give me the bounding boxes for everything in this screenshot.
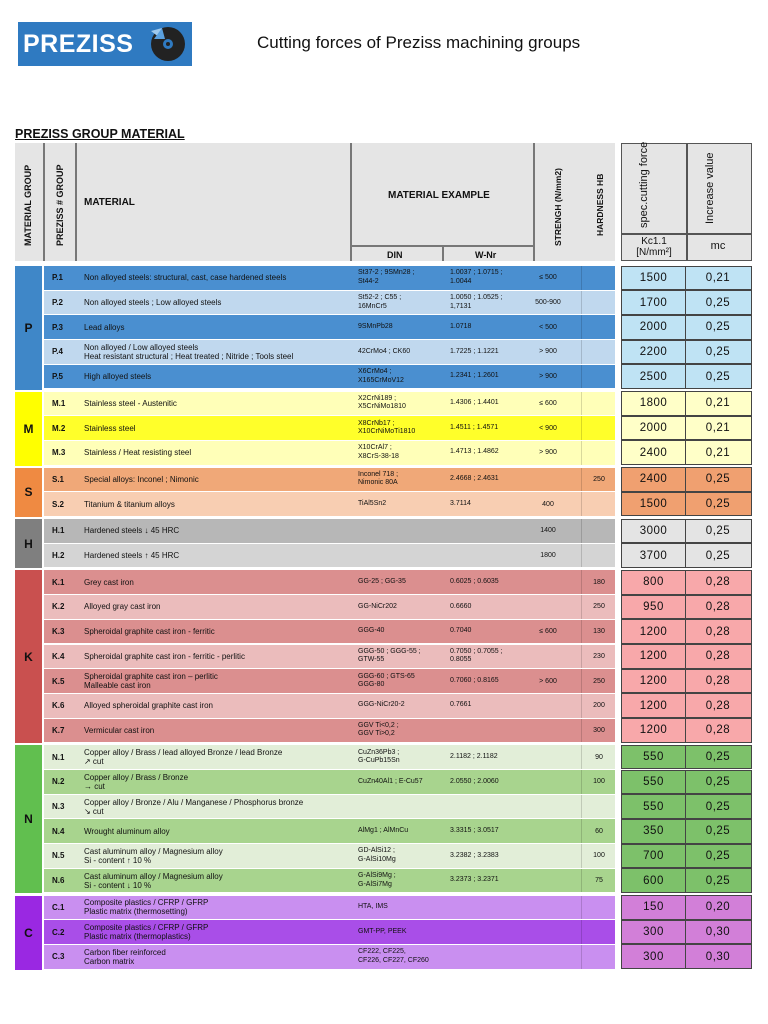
kc-value: 2400 [622,468,686,491]
row-strength: 1800 [540,552,556,560]
table-row [44,896,615,920]
cutting-force-row [621,745,752,770]
material-group-c: C [15,896,42,970]
mc-value: 0,25 [705,775,731,788]
cutting-force-row [621,693,752,718]
hardness-divider [581,694,582,718]
row-material: Special alloys: Inconel ; Nimonic [84,474,199,484]
kc-value: 1200 [622,620,686,643]
hardness-divider [581,896,582,920]
row-code: K.3 [52,627,65,637]
row-code: C.1 [52,902,65,912]
row-strength: ≤ 600 [539,628,557,636]
row-code: P.1 [52,273,63,283]
row-hardness: 250 [593,677,605,685]
table-row [44,844,615,868]
hardness-divider [581,365,582,389]
mc-value: 0,25 [705,524,731,537]
kc-value: 1700 [622,291,686,314]
mc-value: 0,25 [705,825,731,838]
mc-value: 0,28 [705,600,731,613]
hardness-divider [581,468,582,492]
hardness-divider [581,519,582,543]
material-group-h: H [15,519,42,568]
row-din: GG-25 ; GG-35 [358,577,406,585]
row-material: Carbon fiber reinforced Carbon matrix [84,947,166,966]
column-mc-title: Increase value [704,152,716,224]
row-wnr: 1.4713 ; 1.4862 [450,448,499,456]
row-code: H.2 [52,551,65,561]
table-row [44,519,615,543]
mc-value: 0,30 [705,950,731,963]
kc-value: 1200 [622,694,686,717]
column-material: MATERIAL [84,197,135,208]
header-divider [533,143,535,261]
row-wnr: 2.4668 ; 2.4631 [450,475,499,483]
kc-value: 2200 [622,341,686,364]
row-material: Non alloyed steels: structural, cast, case hardened steels [84,273,287,283]
kc-value: 1500 [622,267,686,290]
hardness-divider [581,570,582,594]
row-wnr: 1.4511 ; 1.4571 [450,423,499,431]
kc-value: 350 [622,820,686,843]
row-wnr: 2.0550 ; 2.0060 [450,777,499,785]
hardness-divider [581,595,582,619]
row-din: CuZn36Pb3 ; G-CuPb15Sn [358,748,400,765]
row-wnr: 0.7661 [450,701,472,709]
table-row [44,819,615,843]
cutting-force-row [621,266,752,291]
cutting-force-row [621,492,752,517]
row-hardness: 100 [593,778,605,786]
cutting-force-row [621,770,752,795]
hardness-divider [581,416,582,440]
table-row [44,392,615,416]
row-din: CuZn40Al1 ; E-Cu57 [358,777,423,785]
row-wnr: 1.0718 [450,322,472,330]
kc-value: 2000 [622,417,686,440]
mc-value: 0,25 [705,874,731,887]
row-code: S.2 [52,499,65,509]
row-code: P.3 [52,322,63,332]
material-group-p: P [15,266,42,390]
material-group-n: N [15,745,42,893]
cutting-force-row [621,340,752,365]
kc-value: 300 [622,945,686,968]
table-row [44,869,615,893]
hardness-divider [581,392,582,416]
row-wnr: 3.2373 ; 3.2371 [450,876,499,884]
row-material: Composite plastics / CFRP / GFRP Plastic matrix (thermoplastics) [84,923,209,942]
kc-value: 2000 [622,316,686,339]
row-material: Hardened steels ↓ 45 HRC [84,526,180,536]
hardness-divider [581,340,582,364]
hardness-divider [581,669,582,693]
column-hardness: HARDNESS HB [595,173,605,236]
table-row [44,291,615,315]
row-material: Grey cast iron [84,577,134,587]
section-title: PREZISS GROUP MATERIAL [15,127,185,141]
kc-value: 950 [622,596,686,619]
row-wnr: 0.7040 [450,627,472,635]
kc-value: 550 [622,771,686,794]
row-material: Composite plastics / CFRP / GFRP Plastic matrix (thermosetting) [84,898,209,917]
cutting-force-row [621,619,752,644]
kc-value: 3000 [622,520,686,543]
page-title: Cutting forces of Preziss machining groups [257,33,581,52]
row-hardness: 75 [595,877,603,885]
mc-value: 0,30 [705,926,731,939]
table-row [44,492,615,516]
table-row [44,544,615,568]
row-code: N.6 [52,876,65,886]
table-row [44,441,615,465]
row-din: St37-2 ; 9SMn28 ; St44-2 [358,269,415,285]
row-material: Alloyed gray cast iron [84,602,161,612]
table-row [44,365,615,389]
row-wnr: 0.7050 ; 0.7055 ; 0.8055 [450,647,503,664]
row-code: M.1 [52,398,66,408]
row-wnr: 3.3315 ; 3.0517 [450,826,499,834]
mc-value: 0,25 [705,800,731,813]
row-wnr: 1.0050 ; 1.0525 ; 1,7131 [450,294,503,310]
table-row [44,770,615,794]
row-din: GG-NiCr202 [358,602,397,610]
table-row [44,719,615,743]
kc-value: 600 [622,869,686,892]
row-code: N.2 [52,777,65,787]
row-material: Stainless / Heat resisting steel [84,448,192,458]
row-wnr: 3.2382 ; 3.2383 [450,851,499,859]
row-strength: > 600 [539,677,557,685]
cutting-force-row [621,669,752,694]
kc-value: 1500 [622,493,686,516]
row-code: S.1 [52,474,65,484]
row-din: GGG-50 ; GGG-55 ; GTW-55 [358,647,421,664]
row-code: P.4 [52,347,63,357]
material-group-m: M [15,392,42,466]
logo-text: PREZISS [23,29,134,58]
kc-value: 150 [622,896,686,919]
cutting-force-row [621,819,752,844]
row-material: Lead alloys [84,322,125,332]
kc-value: 1200 [622,670,686,693]
row-hardness: 60 [595,827,603,835]
table-row [44,920,615,944]
row-code: K.5 [52,676,65,686]
row-wnr: 0.7060 ; 0.8165 [450,676,499,684]
cutting-force-row [621,920,752,945]
column-material-example: MATERIAL EXAMPLE [388,190,490,201]
mc-value: 0,25 [705,498,731,511]
row-din: GMT-PP, PEEK [358,927,407,935]
row-material: Copper alloy / Brass / Bronze → cut [84,772,189,791]
table-row [44,570,615,594]
table-row [44,669,615,693]
mc-value: 0,25 [705,296,731,309]
mc-value: 0,28 [705,576,731,589]
row-code: N.4 [52,826,65,836]
mc-value: 0,25 [705,321,731,334]
row-material: Cast aluminum alloy / Magnesium alloy Si - content ↓ 10 % [84,871,223,890]
kc-value: 3700 [622,544,686,567]
kc-value: 1800 [622,392,686,415]
row-material: Stainless steel [84,423,136,433]
hardness-divider [581,819,582,843]
cutting-force-row [621,718,752,743]
cutting-force-row [621,364,752,389]
row-code: P.5 [52,372,63,382]
row-din: G-AlSi9Mg ; G-AlSi7Mg [358,872,396,888]
row-material: Spheroidal graphite cast iron - ferritic [84,627,215,637]
row-strength: 400 [542,500,554,508]
row-strength: < 500 [539,323,557,331]
mc-value: 0,28 [705,724,731,737]
row-hardness: 200 [593,702,605,710]
hardness-divider [581,266,582,290]
cutting-force-row [621,315,752,340]
column-preziss-group: PREZISS # GROUP [55,164,65,246]
mc-value: 0,28 [705,650,731,663]
hardness-divider [581,441,582,465]
row-din: X6CrMo4 ; X165CrMoV12 [358,368,404,384]
row-material: Hardened steels ↑ 45 HRC [84,551,180,561]
row-code: C.2 [52,927,65,937]
kc-value: 550 [622,795,686,818]
mc-value: 0,21 [705,397,731,410]
cutting-force-row [621,868,752,893]
row-hardness: 250 [593,603,605,611]
row-material: Copper alloy / Brass / lead alloyed Bronze / lead Bronze ↗ cut [84,748,283,767]
hardness-divider [581,645,582,669]
kc-value: 1200 [622,645,686,668]
hardness-divider [581,770,582,794]
disc-logo-icon [148,25,188,63]
hardness-divider [581,315,582,339]
row-material: Spheroidal graphite cast iron - ferritic - perlitic [84,651,245,661]
row-din: GGV Ti<0,2 ; GGV Ti>0,2 [358,721,399,738]
row-strength: > 900 [539,373,557,381]
row-material: Alloyed spheroidal graphite cast iron [84,701,213,711]
cutting-force-row [621,391,752,416]
row-code: P.2 [52,298,63,308]
mc-value: 0,25 [705,370,731,383]
cutting-force-row [621,290,752,315]
row-strength: 1400 [540,527,556,535]
cutting-force-row [621,895,752,920]
cutting-force-row [621,944,752,969]
cutting-force-row [621,543,752,568]
row-material: Non alloyed / Low alloyed steels Heat resistant structural ; Heat treated ; Nitride ; Tools steel [84,342,294,361]
table-row [44,340,615,364]
mc-value: 0,20 [705,901,731,914]
row-material: Non alloyed steels ; Low alloyed steels [84,298,222,308]
kc-value: 2400 [622,441,686,464]
row-hardness: 180 [593,578,605,586]
column-kc-title: spec.cutting force [638,141,650,228]
table-row [44,620,615,644]
row-din: Inconel 718 ; Nimonic 80A [358,470,399,487]
table-row [44,266,615,290]
row-material: Spheroidal graphite cast iron – perlitic Malleable cast iron [84,672,218,691]
row-wnr: 1.7225 ; 1.1221 [450,347,499,355]
cutting-force-row [621,644,752,669]
row-hardness: 90 [595,753,603,761]
kc-header [621,143,752,261]
hardness-divider [581,620,582,644]
mc-value: 0,25 [705,345,731,358]
table-row [44,945,615,969]
cutting-force-row [621,519,752,544]
row-material: Vermicular cast iron [84,725,155,735]
kc-value: 2500 [622,365,686,388]
preziss-logo [18,22,192,66]
hardness-divider [581,544,582,568]
row-code: N.1 [52,752,65,762]
row-code: K.6 [52,701,65,711]
row-wnr: 0.6025 ; 0.6035 [450,577,499,585]
row-strength: > 900 [539,348,557,356]
row-wnr: 3.7114 [450,499,471,507]
row-hardness: 130 [593,628,605,636]
hardness-divider [581,844,582,868]
cutting-force-row [621,844,752,869]
row-code: K.1 [52,577,65,587]
header-divider [43,143,45,261]
kc-value: 700 [622,845,686,868]
row-code: N.3 [52,802,65,812]
row-hardness: 100 [593,852,605,860]
row-din: HTA, IMS [358,903,388,911]
mc-value: 0,28 [705,699,731,712]
mc-value: 0,21 [705,422,731,435]
cutting-force-row [621,794,752,819]
column-strength: STRENGH (N/mm2) [553,168,563,246]
row-din: St52-2 ; C55 ; 16MnCr5 [358,294,402,310]
material-group-s: S [15,468,42,517]
mc-value: 0,28 [705,675,731,688]
row-din: X8CrNb17 ; X10CrNiMoTi1810 [358,419,416,436]
row-din: AlMg1 ; AlMnCu [358,826,409,834]
hardness-divider [581,291,582,315]
row-din: GGG-40 [358,627,385,635]
row-din: CF222, CF225, CF226, CF227, CF260 [358,948,429,964]
hardness-divider [581,869,582,893]
kc-value: 550 [622,746,686,769]
column-material-group: MATERIAL GROUP [23,164,33,246]
row-strength: 500-900 [535,299,561,307]
row-wnr: 2.1182 ; 2.1182 [450,752,498,760]
column-kc-unit: Kc1.1 [N/mm²] [636,236,672,258]
header-divider [350,143,352,261]
hardness-divider [581,492,582,516]
row-din: 42CrMo4 ; CK60 [358,347,411,355]
table-row [44,595,615,619]
cutting-force-row [621,467,752,492]
row-code: H.1 [52,526,65,536]
row-din: 9SMnPb28 [358,322,393,330]
row-strength: ≤ 500 [539,274,557,282]
row-material: Titanium & titanium alloys [84,499,175,509]
row-code: M.2 [52,423,66,433]
row-hardness: 300 [593,726,605,734]
row-material: High alloyed steels [84,372,152,382]
kc-value: 800 [622,571,686,594]
mc-value: 0,28 [705,625,731,638]
row-wnr: 0.6660 [450,602,472,610]
row-code: C.3 [52,952,65,962]
row-din: X2CrNi189 ; X5CrNiMo1810 [358,394,406,411]
row-material: Copper alloy / Bronze / Alu / Manganese / Phosphorus bronze ↘ cut [84,797,304,816]
row-wnr: 1.4306 ; 1.4401 [450,399,499,407]
mc-value: 0,25 [705,549,731,562]
table-row [44,468,615,492]
row-din: GGG-NiCr20-2 [358,701,405,709]
row-wnr: 1.0037 ; 1.0715 ; 1.0044 [450,269,503,285]
table-row [44,416,615,440]
table-row [44,315,615,339]
kc-header-divider [622,233,751,235]
column-din: DIN [387,250,403,260]
cutting-force-row [621,595,752,620]
row-strength: > 900 [539,449,557,457]
row-din: X10CrAl7 ; X8CrS-38-18 [358,444,399,460]
row-din: GGG-60 ; GTS-65 GGG-80 [358,672,415,689]
row-code: M.3 [52,448,66,458]
material-group-k: K [15,570,42,743]
header-divider [75,143,77,261]
row-code: K.2 [52,602,65,612]
mc-value: 0,25 [705,473,731,486]
hardness-divider [581,745,582,769]
table-row [44,745,615,769]
row-material: Cast aluminum alloy / Magnesium alloy Si - content ↑ 10 % [84,846,223,865]
column-wnr: W-Nr [475,250,497,260]
row-din: GD-AlSi12 ; G-AlSi10Mg [358,847,396,863]
mc-value: 0,25 [705,849,731,862]
hardness-divider [581,719,582,743]
cutting-force-row [621,416,752,441]
hardness-divider [581,920,582,944]
row-wnr: 1.2341 ; 1.2601 [450,372,499,380]
mc-value: 0,21 [705,271,731,284]
mc-value: 0,25 [705,751,731,764]
mc-value: 0,21 [705,446,731,459]
table-row [44,694,615,718]
row-code: N.5 [52,851,65,861]
row-din: TiAl5Sn2 [358,499,387,507]
row-code: K.7 [52,725,65,735]
row-hardness: 230 [593,652,605,660]
header-divider [442,245,444,261]
table-row [44,795,615,819]
column-mc-unit: mc [710,240,726,252]
cutting-force-row [621,440,752,465]
row-code: K.4 [52,651,65,661]
row-hardness: 250 [593,475,605,483]
kc-value: 300 [622,921,686,944]
row-strength: ≤ 600 [539,399,557,407]
cutting-force-row [621,570,752,595]
kc-value: 1200 [622,719,686,742]
row-material: Wrought aluminum alloy [84,826,170,836]
row-material: Stainless steel - Austenitic [84,398,177,408]
row-strength: < 900 [539,424,557,432]
hardness-divider [581,945,582,969]
hardness-divider [581,795,582,819]
table-row [44,645,615,669]
